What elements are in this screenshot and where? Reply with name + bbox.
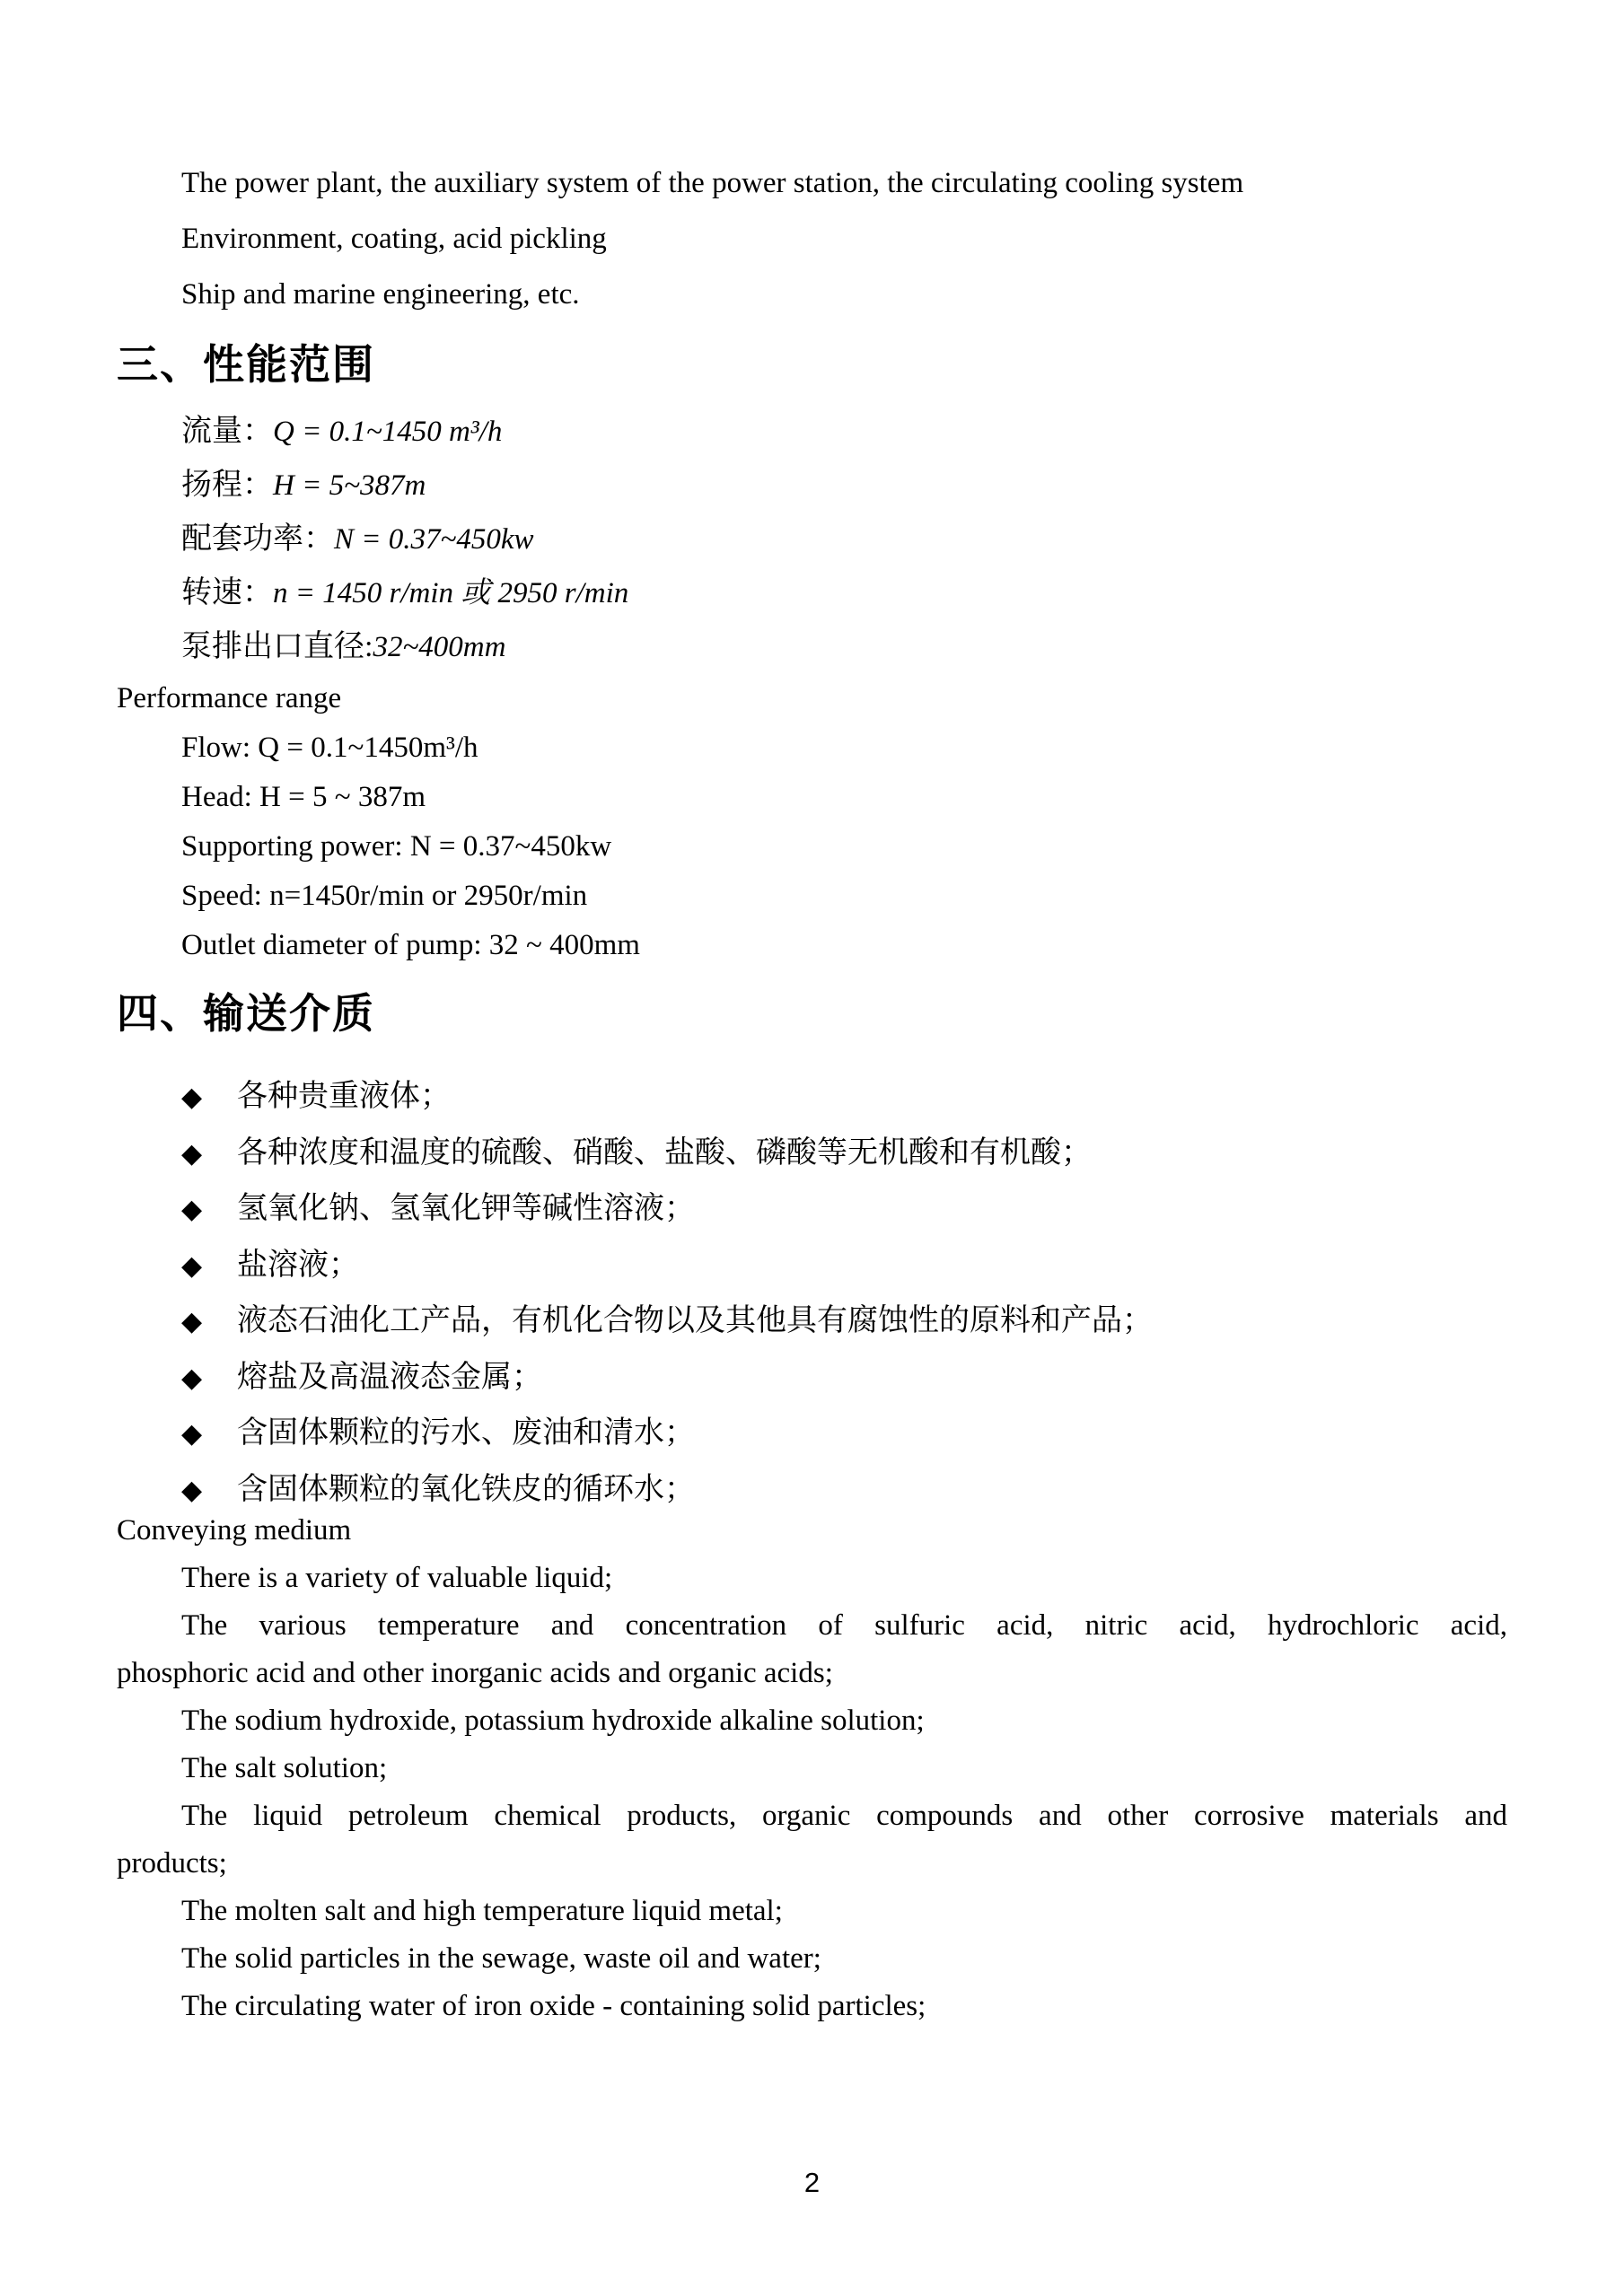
diamond-bullet-icon: ◆ [181, 1250, 203, 1281]
diamond-bullet-icon: ◆ [181, 1138, 203, 1169]
intro-line: Ship and marine engineering, etc. [181, 278, 580, 311]
conveying-medium-title: Conveying medium [117, 1514, 352, 1547]
list-item [117, 1238, 1507, 1294]
bullet-text: 各种贵重液体； [237, 1080, 451, 1113]
spec-formula: Q = 0.1~1450 m³/h [273, 416, 503, 448]
spec-formula: n = 1450 r/min 或 2950 r/min [273, 577, 629, 609]
medium-line: There is a variety of valuable liquid; [181, 1562, 613, 1594]
spec-formula: H = 5~387m [273, 469, 426, 502]
spec-label: 转速： [181, 576, 273, 609]
bullet-text: 各种浓度和温度的硫酸、硝酸、盐酸、磷酸等无机酸和有机酸； [237, 1135, 1092, 1170]
list-item [117, 1126, 1507, 1182]
spec-head-en: Head: H = 5 ~ 387m [181, 781, 426, 813]
section3-heading: 三、性能范围 [117, 341, 375, 388]
spec-power-en: Supporting power: N = 0.37~450kw [181, 830, 612, 863]
list-item [117, 1181, 1507, 1238]
medium-line: The molten salt and high temperature liquid metal; [181, 1895, 783, 1927]
medium-line: products; [117, 1847, 227, 1880]
spec-label: 泵排出口直径: [181, 630, 373, 663]
bullet-text: 熔盐及高温液态金属； [237, 1360, 542, 1394]
medium-line: phosphoric acid and other inorganic acids and organic acids; [117, 1657, 833, 1689]
spec-speed-cn [117, 566, 1507, 620]
spec-formula: N = 0.37~450kw [334, 523, 534, 556]
diamond-bullet-icon: ◆ [181, 1419, 203, 1449]
medium-bullet-list [117, 1069, 1507, 1518]
spec-power-cn [117, 513, 1507, 566]
performance-specs-cn [117, 405, 1507, 674]
spec-head-cn [117, 459, 1507, 513]
bullet-text: 盐溶液； [237, 1248, 359, 1282]
medium-line: The various temperature and concentration of sulfuric acid, nitric acid, hydrochloric acid, [181, 1609, 1507, 1642]
bullet-text: 氢氧化钠、氢氧化钾等碱性溶液； [237, 1192, 695, 1225]
performance-range-title: Performance range [117, 682, 342, 714]
bullet-text: 含固体颗粒的污水、废油和清水； [237, 1416, 695, 1450]
medium-line: The salt solution; [181, 1752, 388, 1784]
diamond-bullet-icon: ◆ [181, 1195, 203, 1224]
list-item [117, 1069, 1507, 1126]
spec-flow-en: Flow: Q = 0.1~1450m³/h [181, 732, 478, 764]
medium-line: The solid particles in the sewage, waste oil and water; [181, 1942, 821, 1975]
spec-label: 流量： [181, 415, 273, 448]
list-item [117, 1406, 1507, 1462]
spec-outlet-cn [117, 620, 1507, 674]
spec-label: 配套功率： [181, 522, 334, 556]
list-item [117, 1293, 1507, 1350]
spec-flow-cn [117, 405, 1507, 459]
diamond-bullet-icon: ◆ [181, 1363, 203, 1393]
spec-label: 扬程： [181, 469, 273, 502]
intro-line: The power plant, the auxiliary system of the power station, the circulating cooling system [181, 167, 1244, 199]
page-number: 2 [803, 2167, 821, 2198]
spec-speed-en: Speed: n=1450r/min or 2950r/min [181, 880, 588, 912]
list-item [117, 1350, 1507, 1407]
spec-outlet-en: Outlet diameter of pump: 32 ~ 400mm [181, 929, 640, 961]
medium-line: The liquid petroleum chemical products, organic compounds and other corrosive materials and [181, 1800, 1507, 1832]
performance-specs-en [117, 674, 1507, 970]
diamond-bullet-icon: ◆ [181, 1475, 203, 1505]
bullet-text: 液态石油化工产品，有机化合物以及其他具有腐蚀性的原料和产品； [237, 1304, 1153, 1337]
intro-line: Environment, coating, acid pickling [181, 223, 607, 255]
conveying-medium-en [117, 1507, 1507, 2030]
spec-formula: 32~400mm [373, 631, 506, 663]
diamond-bullet-icon: ◆ [181, 1307, 203, 1336]
diamond-bullet-icon: ◆ [181, 1082, 203, 1112]
medium-line: The circulating water of iron oxide - containing solid particles; [181, 1990, 926, 2022]
bullet-text: 含固体颗粒的氧化铁皮的循环水； [237, 1472, 695, 1506]
intro-paragraphs [117, 155, 1507, 322]
medium-line: The sodium hydroxide, potassium hydroxide alkaline solution; [181, 1704, 925, 1737]
section4-heading: 四、输送介质 [117, 990, 375, 1037]
